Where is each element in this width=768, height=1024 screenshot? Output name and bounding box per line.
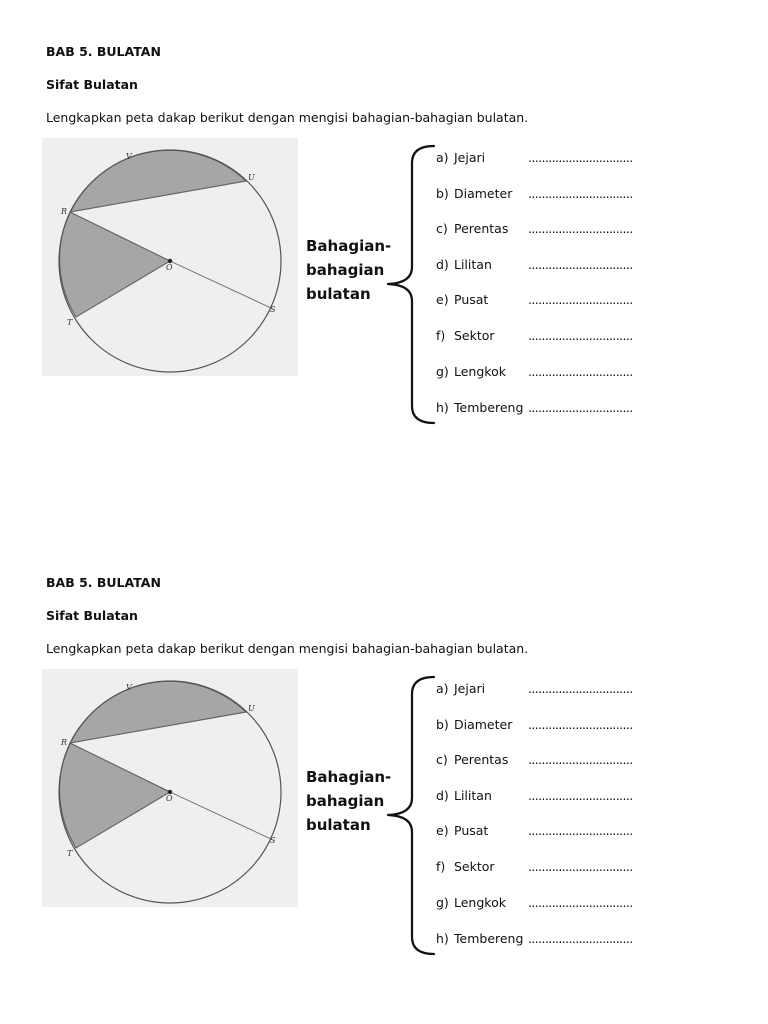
chapter-heading: BAB 5. BULATAN — [46, 44, 161, 59]
brace-bracket — [384, 674, 440, 957]
point-label-o: O — [166, 794, 173, 803]
item-name: Diameter — [454, 717, 513, 732]
item-marker: h) — [436, 400, 449, 415]
answer-blank[interactable]: ............................... — [528, 788, 633, 803]
answer-blank[interactable]: ............................... — [528, 186, 633, 201]
answer-blank[interactable]: ............................... — [528, 400, 633, 415]
answer-blank[interactable]: ............................... — [528, 292, 633, 307]
item-marker: f) — [436, 859, 446, 874]
item-marker: e) — [436, 823, 449, 838]
point-label-r: R — [61, 207, 68, 216]
item-marker: b) — [436, 186, 449, 201]
answer-blank[interactable]: ............................... — [528, 257, 633, 272]
item-name: Jejari — [454, 150, 486, 165]
instruction-text: Lengkapkan peta dakap berikut dengan mengisi bahagian-bahagian bulatan. — [46, 641, 529, 656]
point-label-o: O — [166, 263, 173, 272]
item-name: Tembereng — [454, 931, 524, 946]
point-label-r: R — [61, 738, 68, 747]
item-marker: g) — [436, 895, 449, 910]
answer-blank[interactable]: ............................... — [528, 150, 633, 165]
item-marker: b) — [436, 717, 449, 732]
point-label-v: V — [126, 152, 132, 161]
answer-blank[interactable]: ............................... — [528, 823, 633, 838]
worksheet-1 — [0, 0, 768, 460]
answer-blank[interactable]: ............................... — [528, 752, 633, 767]
center-label-line-2: bahagian — [306, 792, 385, 810]
item-name: Jejari — [454, 681, 486, 696]
center-label-line-2: bahagian — [306, 261, 385, 279]
item-marker: g) — [436, 364, 449, 379]
item-marker: d) — [436, 257, 449, 272]
answer-blank[interactable]: ............................... — [528, 221, 633, 236]
center-label-line-1: Bahagian- — [306, 768, 392, 786]
item-marker: f) — [436, 328, 446, 343]
circle-diagram — [42, 669, 298, 907]
item-marker: c) — [436, 221, 448, 236]
worksheet-2 — [0, 531, 768, 991]
item-name: Diameter — [454, 186, 513, 201]
item-marker: d) — [436, 788, 449, 803]
point-label-u: U — [248, 173, 255, 182]
item-name: Lilitan — [454, 257, 492, 272]
item-name: Tembereng — [454, 400, 524, 415]
item-name: Pusat — [454, 823, 489, 838]
answer-blank[interactable]: ............................... — [528, 328, 633, 343]
point-label-s: S — [270, 305, 276, 314]
topic-subheading: Sifat Bulatan — [46, 77, 138, 92]
instruction-text: Lengkapkan peta dakap berikut dengan mengisi bahagian-bahagian bulatan. — [46, 110, 529, 125]
center-label-line-3: bulatan — [306, 285, 371, 303]
item-marker: c) — [436, 752, 448, 767]
item-name: Pusat — [454, 292, 489, 307]
answer-blank[interactable]: ............................... — [528, 364, 633, 379]
item-marker: e) — [436, 292, 449, 307]
chapter-heading: BAB 5. BULATAN — [46, 575, 161, 590]
point-label-s: S — [270, 836, 276, 845]
center-label-line-3: bulatan — [306, 816, 371, 834]
center-label-line-1: Bahagian- — [306, 237, 392, 255]
item-name: Sektor — [454, 328, 495, 343]
answer-blank[interactable]: ............................... — [528, 681, 633, 696]
item-name: Lengkok — [454, 364, 506, 379]
answer-blank[interactable]: ............................... — [528, 859, 633, 874]
item-name: Perentas — [454, 221, 509, 236]
circle-diagram — [42, 138, 298, 376]
point-label-v: V — [126, 683, 132, 692]
topic-subheading: Sifat Bulatan — [46, 608, 138, 623]
item-name: Perentas — [454, 752, 509, 767]
bubble-map-center-label — [306, 234, 391, 306]
answer-blank[interactable]: ............................... — [528, 895, 633, 910]
item-marker: a) — [436, 681, 449, 696]
item-name: Sektor — [454, 859, 495, 874]
answer-blank[interactable]: ............................... — [528, 931, 633, 946]
point-label-u: U — [248, 704, 255, 713]
point-label-t: T — [67, 849, 73, 858]
item-name: Lilitan — [454, 788, 492, 803]
bubble-map-center-label — [306, 765, 391, 837]
item-marker: h) — [436, 931, 449, 946]
point-label-t: T — [67, 318, 73, 327]
brace-bracket — [384, 143, 440, 426]
answer-blank[interactable]: ............................... — [528, 717, 633, 732]
item-name: Lengkok — [454, 895, 506, 910]
item-marker: a) — [436, 150, 449, 165]
